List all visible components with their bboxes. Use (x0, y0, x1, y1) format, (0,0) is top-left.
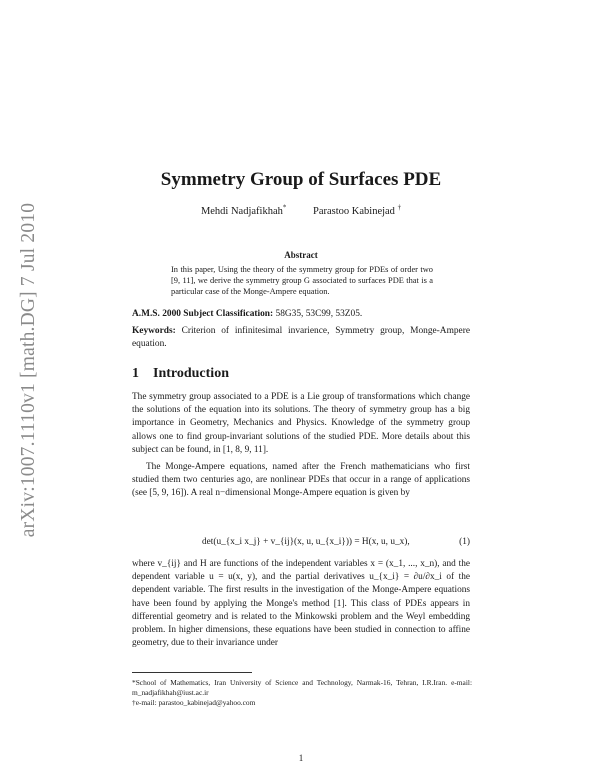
keywords-value: Criterion of infinitesimal invarience, Symmetry group, Monge-Ampere equation. (132, 326, 470, 349)
arxiv-stamp (14, 180, 44, 560)
abstract-heading: Abstract (284, 250, 318, 260)
author-2-name: Parastoo Kabinejad (313, 205, 395, 217)
equation-number: (1) (459, 537, 470, 547)
page-number: 1 (298, 753, 304, 763)
section-number: 1 (132, 366, 139, 381)
author-list (132, 203, 470, 217)
intro-paragraph-1: The symmetry group associated to a PDE is a Lie group of transformations which change the solutions of the equation into its solutions. The theory of symmetry group has a big importance in Geometry, Mechanics and Physics. Knowledge of the symmetry group allows one to find group-invariant solutions of the studied PDE. More details about this subject can be found, in [1, 8, 9, 11]. (132, 392, 470, 455)
author-2-mark: † (397, 203, 402, 211)
abstract-text: In this paper, Using the theory of the symmetry group for PDEs of order two [9, 11], we derive the symmetry group G associated to surfaces PDE that is a particular case of the Monge-Ampere equation. (171, 265, 433, 296)
author-1-mark: * (282, 203, 287, 211)
section-heading (132, 366, 470, 382)
equation-1 (132, 537, 470, 551)
ams-value: 58G35, 53C99, 53Z05. (275, 309, 363, 319)
author-2 (313, 203, 402, 217)
arxiv-stamp-text: arXiv:1007.1110v1 [math.DG] 7 Jul 2010 (18, 202, 39, 538)
author-1 (200, 203, 287, 217)
intro-paragraph-2: The Monge-Ampere equations, named after the French mathematicians who first studied them two centuries ago, are nonlinear PDEs that occur in a range of applications (see [5, 9, 16]). A real n−dimensional Monge-Ampere equation is given by (132, 462, 470, 499)
equation-body: det(u_{x_i x_j} + v_{ij}(x, u, u_{x_i})) = H(x, u, u_x), (202, 537, 410, 547)
footnote-2: †e-mail: parastoo_kabinejad@yahoo.com (132, 698, 256, 707)
footnote-1: *School of Mathematics, Iran University of Science and Technology, Narmak-16, Tehran, I.R.Iran. e-mail: m_nadjafikhah@iust.ac.ir (132, 678, 472, 697)
ams-classification (132, 309, 472, 319)
section-title: Introduction (153, 366, 229, 381)
intro-paragraph-3: where v_{ij} and H are functions of the independent variables x = (x_1, ..., x_n), and the dependent variable u = u(x, y), and the partial derivatives u_{x_i} = ∂u/∂x_i of the dependent variable. The first results in the investigation of the Monge-Ampere equations have been found by applying the Monge's method [1]. This class of PDEs appears in differential geometry and is related to the Minkowski problem and the Weyl embedding problem. In higher dimensions, these equations have been studied in connection to affine geometry, due to their invariance under (132, 559, 470, 649)
ams-label: A.M.S. 2000 Subject Classification: (132, 309, 274, 319)
author-1-name: Mehdi Nadjafikhah (200, 205, 283, 217)
paper-title: Symmetry Group of Surfaces PDE (160, 169, 442, 190)
footnote-rule (132, 672, 252, 673)
keywords-label: Keywords: (132, 326, 176, 336)
keywords (132, 325, 470, 351)
